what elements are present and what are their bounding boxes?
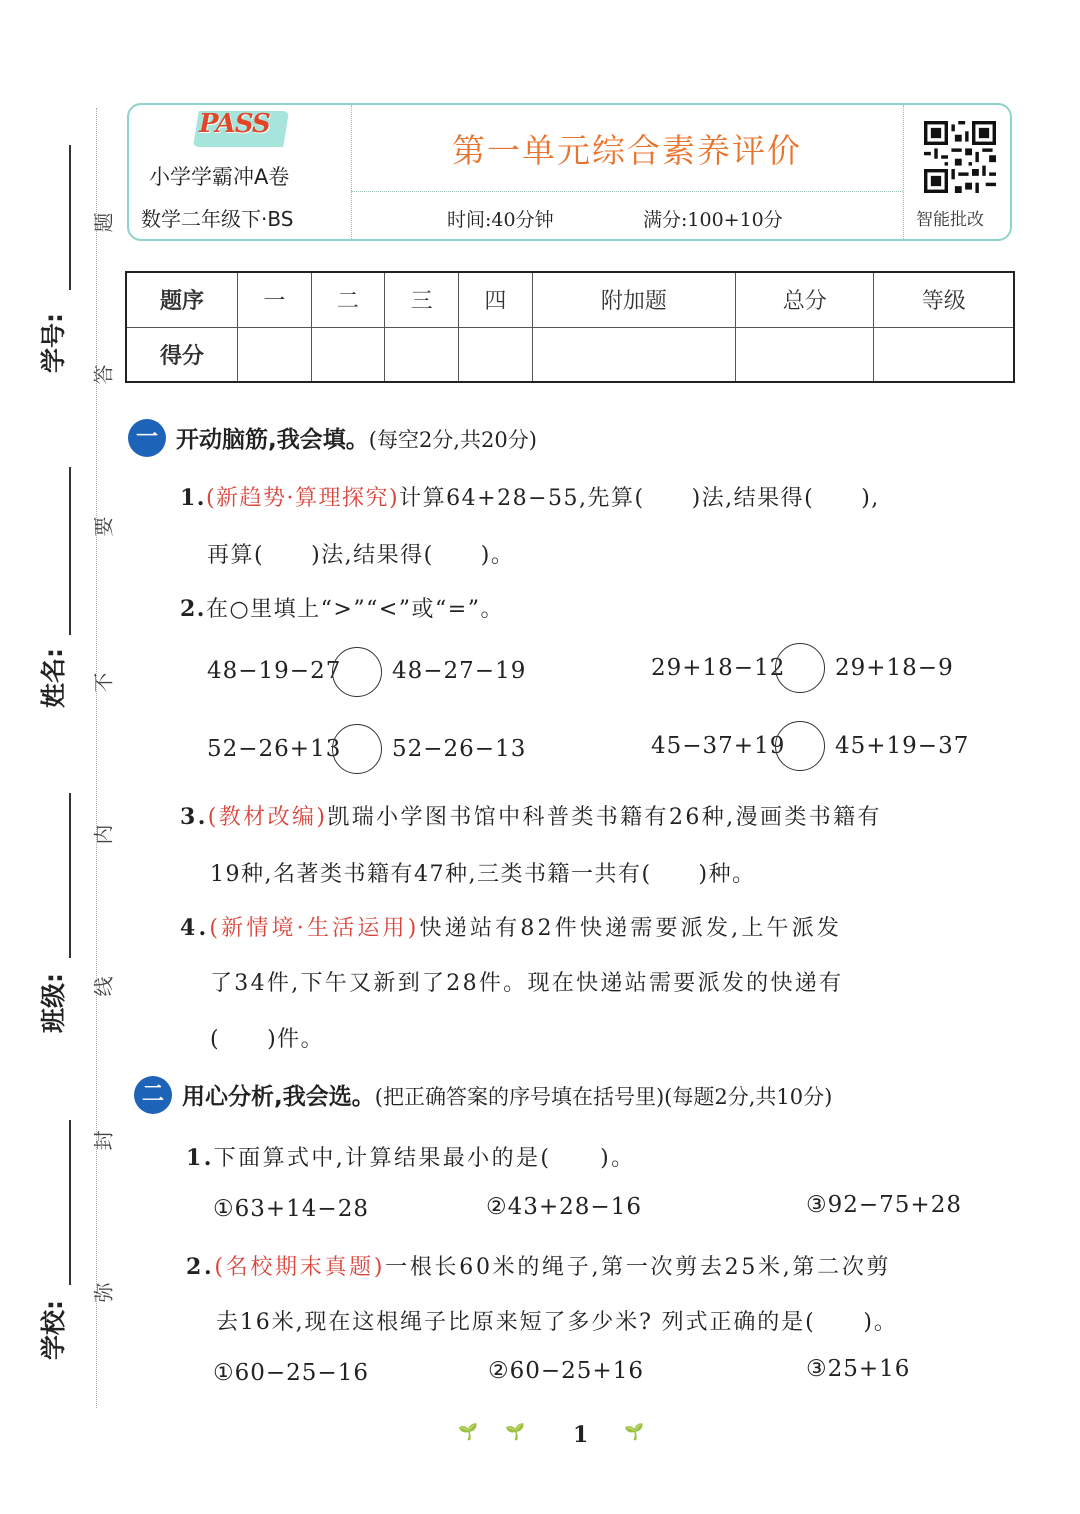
compare-right: 52−26−13	[392, 736, 527, 762]
name-label: 姓名:	[39, 648, 68, 708]
score-cell[interactable]	[385, 327, 459, 382]
question-text: 了34件,下午又新到了28件。现在快递站需要派发的快递有	[210, 971, 844, 996]
binding-dotted-line	[96, 108, 97, 1408]
student-no-label: 学号:	[39, 313, 68, 373]
qr-caption: 智能批改	[916, 210, 984, 230]
class-line	[69, 793, 71, 958]
question-text: 凯瑞小学图书馆中科普类书籍有26种,漫画类书籍有	[327, 805, 882, 830]
question-text: 再算( )法,结果得( )。	[207, 543, 515, 568]
score-cell[interactable]	[735, 327, 873, 382]
question-line	[180, 592, 504, 623]
class-label: 班级:	[39, 973, 68, 1033]
table-column-header: 三	[385, 272, 459, 327]
table-column-header: 等级	[874, 272, 1014, 327]
score-cell[interactable]	[874, 327, 1014, 382]
school-line	[69, 1120, 71, 1285]
student-no-line	[69, 145, 71, 290]
exam-full-score: 满分:100+10分	[643, 209, 783, 231]
question-number: 4.	[180, 915, 210, 941]
question-number: 2.	[186, 1254, 215, 1280]
question-line	[180, 800, 882, 831]
page-number: 1	[573, 1422, 589, 1448]
seal-char: 弥	[91, 1282, 116, 1303]
question-number: 1.	[186, 1145, 214, 1171]
option[interactable]: ①60−25−16	[213, 1360, 369, 1386]
seal-char: 题	[91, 212, 116, 233]
seal-char: 不	[91, 672, 116, 693]
option[interactable]: ②43+28−16	[486, 1194, 642, 1220]
question-line	[180, 481, 880, 512]
score-cell[interactable]	[311, 327, 385, 382]
question-text: 计算64+28−55,先算( )法,结果得( ),	[399, 486, 880, 511]
question-line	[186, 1141, 636, 1172]
section-note: (把正确答案的序号填在括号里)(每题2分,共10分)	[374, 1085, 833, 1109]
question-text: 下面算式中,计算结果最小的是( )。	[213, 1146, 636, 1171]
seal-char: 线	[91, 976, 116, 997]
table-column-header: 二	[311, 272, 385, 327]
compare-right: 48−27−19	[392, 658, 527, 684]
question-text: 在○里填上“>”“<”或“=”。	[205, 597, 504, 622]
header-brand-panel	[129, 105, 352, 239]
table-column-header: 一	[238, 272, 312, 327]
section-badge: 一	[128, 419, 166, 457]
sprout-icon: 🌱	[624, 1422, 644, 1441]
seal-char: 答	[91, 364, 116, 385]
exam-title: 第一单元综合素养评价	[452, 131, 802, 170]
seal-char: 要	[91, 516, 116, 537]
question-tag: (新情境·生活运用)	[209, 916, 420, 941]
table-row-label: 题序	[126, 272, 238, 327]
section-heading: 开动脑筋,我会填。	[176, 427, 369, 453]
table-row-label: 得分	[126, 327, 238, 382]
question-tag: (名校期末真题)	[214, 1255, 386, 1280]
question-number: 2.	[180, 596, 206, 622]
question-tag: (教材改编)	[207, 805, 328, 830]
qr-panel	[903, 105, 1011, 239]
exam-time: 时间:40分钟	[447, 209, 554, 231]
compare-left: 48−19−27	[207, 658, 342, 684]
grade-label: 数学二年级下·BS	[141, 207, 294, 231]
table-column-header: 总分	[735, 272, 873, 327]
option[interactable]: ②60−25+16	[488, 1358, 644, 1384]
compare-circle[interactable]	[332, 647, 382, 697]
pass-logo: PASS	[199, 109, 270, 139]
question-number: 1.	[180, 485, 206, 511]
compare-circle[interactable]	[332, 724, 382, 774]
score-cell[interactable]	[532, 327, 735, 382]
section-note: (每空2分,共20分)	[368, 428, 537, 452]
option[interactable]: ①63+14−28	[213, 1196, 369, 1222]
question-text: 去16米,现在这根绳子比原来短了多少米? 列式正确的是( )。	[216, 1310, 898, 1335]
score-table	[125, 271, 1015, 383]
table-row	[126, 327, 1014, 382]
question-text: ( )件。	[210, 1027, 325, 1052]
option[interactable]: ③25+16	[806, 1356, 911, 1382]
section-title	[182, 1078, 832, 1111]
compare-right: 45+19−37	[835, 733, 970, 759]
school-label: 学校:	[39, 1300, 68, 1360]
question-line	[180, 911, 842, 942]
option[interactable]: ③92−75+28	[806, 1192, 962, 1218]
compare-circle[interactable]	[775, 643, 825, 693]
name-line	[69, 467, 71, 635]
score-cell[interactable]	[238, 327, 312, 382]
score-cell[interactable]	[459, 327, 533, 382]
table-column-header: 附加题	[532, 272, 735, 327]
question-number: 3.	[180, 804, 208, 830]
sprout-icon: 🌱	[505, 1422, 525, 1441]
exam-header	[127, 103, 1012, 241]
section-heading: 用心分析,我会选。	[182, 1084, 375, 1110]
header-divider	[351, 191, 903, 192]
compare-circle[interactable]	[775, 721, 825, 771]
question-line	[186, 1250, 891, 1281]
brand-name: 小学学霸冲A卷	[149, 165, 290, 189]
seal-char: 封	[91, 1130, 116, 1151]
qr-code-icon[interactable]	[924, 121, 996, 193]
sprout-icon: 🌱	[458, 1422, 478, 1441]
table-column-header: 四	[459, 272, 533, 327]
compare-left: 45−37+19	[651, 733, 786, 759]
question-tag: (新趋势·算理探究)	[205, 486, 400, 511]
question-text: 19种,名著类书籍有47种,三类书籍一共有( )种。	[210, 862, 756, 887]
seal-char: 内	[91, 824, 116, 845]
question-text: 快递站有82件快递需要派发,上午派发	[419, 916, 843, 941]
compare-left: 52−26+13	[207, 736, 342, 762]
section-title	[176, 421, 537, 454]
compare-left: 29+18−12	[651, 655, 786, 681]
section-badge: 二	[134, 1076, 172, 1114]
question-text: 一根长60米的绳子,第一次剪去25米,第二次剪	[385, 1255, 892, 1280]
table-row	[126, 272, 1014, 327]
compare-right: 29+18−9	[835, 655, 954, 681]
